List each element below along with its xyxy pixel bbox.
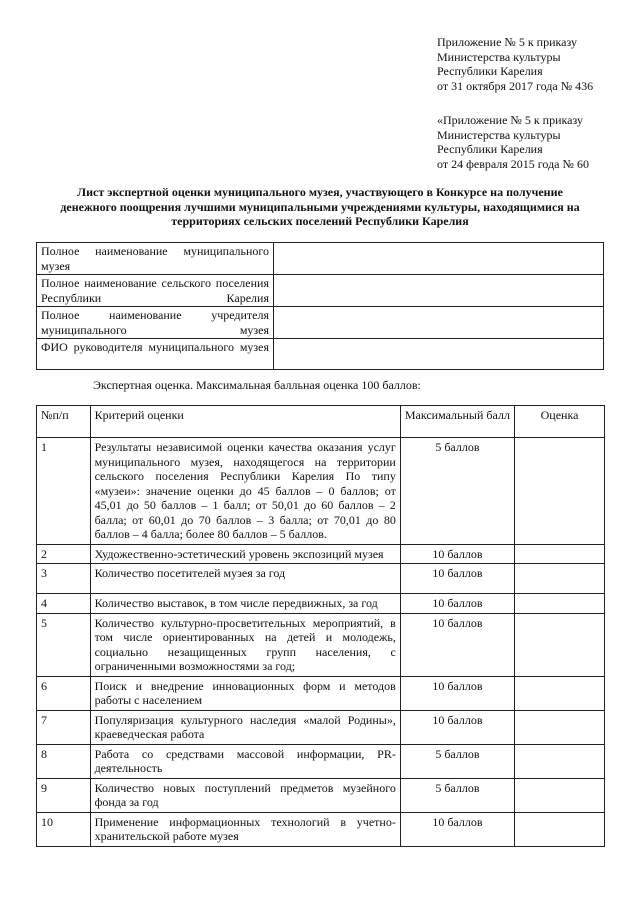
table-row (37, 544, 605, 564)
table-row (37, 710, 605, 744)
header-criterion: Критерий оценки (90, 406, 400, 438)
expert-note: Экспертная оценка. Максимальная балльная оценка 100 баллов: (93, 378, 421, 392)
info-label: ФИО руководителя муниципального музея (37, 339, 274, 370)
row-max: 5 баллов (400, 778, 514, 812)
row-criterion: Популяризация культурного наследия «малой Родины», краеведческая работа (90, 710, 400, 744)
row-criterion: Результаты независимой оценки качества оказания услуг муниципального музея, находящегося на территории сельского поселения Республики Карелия По типу «музеи»: значение оценки до 45 баллов – 0 баллов; от 45,01 до 50 баллов – 1 балл; от 50,01 до 60 баллов – 2 балла; от 60,01 до 70 баллов – 3 балла; от 70,01 до 80 баллов – 4 балла; более 80 баллов – 5 баллов. (90, 438, 400, 545)
row-max: 10 баллов (400, 544, 514, 564)
info-value (274, 275, 604, 307)
row-criterion: Применение информационных технологий в учетно-хранительской работе музея (90, 812, 400, 846)
row-max: 10 баллов (400, 613, 514, 676)
row-criterion: Поиск и внедрение инновационных форм и методов работы с населением (90, 676, 400, 710)
info-value (274, 243, 604, 275)
info-row (37, 307, 604, 339)
row-num: 2 (37, 544, 91, 564)
appendix-line: Республики Карелия (437, 142, 543, 156)
row-max: 10 баллов (400, 710, 514, 744)
row-score (515, 564, 605, 594)
appendix-line: Республики Карелия (437, 64, 543, 78)
row-num: 5 (37, 613, 91, 676)
row-criterion: Работа со средствами массовой информации, PR-деятельность (90, 744, 400, 778)
row-criterion: Количество выставок, в том числе передвижных, за год (90, 594, 400, 614)
row-num: 9 (37, 778, 91, 812)
header-max: Максимальный балл (400, 406, 514, 438)
info-label: Полное наименование учредителя муниципального музея (37, 307, 274, 339)
row-num: 1 (37, 438, 91, 545)
row-max: 10 баллов (400, 594, 514, 614)
table-row (37, 676, 605, 710)
row-num: 10 (37, 812, 91, 846)
appendix-line: Министерства культуры (437, 49, 561, 64)
appendix-current (437, 35, 637, 93)
row-score (515, 778, 605, 812)
info-value (274, 307, 604, 339)
row-num: 7 (37, 710, 91, 744)
row-num: 3 (37, 564, 91, 594)
table-row (37, 744, 605, 778)
row-score (515, 744, 605, 778)
table-row (37, 812, 605, 846)
row-criterion: Количество посетителей музея за год (90, 564, 400, 594)
row-max: 10 баллов (400, 676, 514, 710)
row-num: 8 (37, 744, 91, 778)
appendix-line: Приложение № 5 к приказу (437, 35, 577, 49)
row-score (515, 710, 605, 744)
row-score (515, 438, 605, 545)
table-row (37, 564, 605, 594)
row-score (515, 544, 605, 564)
row-max: 5 баллов (400, 744, 514, 778)
row-criterion: Количество культурно-просветительных мероприятий, в том числе ориентированных на детей и молодежь, социально незащищенных групп населения, с ограниченными возможностями за год; (90, 613, 400, 676)
header-score: Оценка (515, 406, 605, 438)
row-score (515, 676, 605, 710)
appendix-original (437, 113, 637, 171)
info-table (36, 242, 604, 370)
row-max: 5 баллов (400, 438, 514, 545)
appendix-line: от 31 октября 2017 года № 436 (437, 78, 594, 93)
info-row (37, 339, 604, 370)
row-score (515, 613, 605, 676)
appendix-line: от 24 февраля 2015 года № 60 (437, 156, 589, 171)
info-row (37, 275, 604, 307)
row-score (515, 812, 605, 846)
row-max: 10 баллов (400, 812, 514, 846)
info-row (37, 243, 604, 275)
appendix-line: «Приложение № 5 к приказу (437, 113, 583, 127)
row-max: 10 баллов (400, 564, 514, 594)
criteria-table (36, 405, 605, 847)
row-criterion: Количество новых поступлений предметов музейного фонда за год (90, 778, 400, 812)
info-label: Полное наименование муниципального музея (37, 243, 274, 275)
header-num: №п/п (37, 406, 91, 438)
table-row (37, 613, 605, 676)
row-criterion: Художественно-эстетический уровень экспозиций музея (90, 544, 400, 564)
row-score (515, 594, 605, 614)
row-num: 4 (37, 594, 91, 614)
table-row (37, 778, 605, 812)
table-row (37, 594, 605, 614)
row-num: 6 (37, 676, 91, 710)
appendix-line: Министерства культуры (437, 127, 561, 142)
table-row (37, 438, 605, 545)
criteria-header-row (37, 406, 605, 438)
info-label: Полное наименование сельского поселения Республики Карелия (37, 275, 274, 307)
document-title: Лист экспертной оценки муниципального музея, участвующего в Конкурсе на получение денежного поощрения лучшими муниципальными учреждениями культуры, находящимися на территориях сельских поселений Республики Карелия (60, 185, 580, 228)
info-value (274, 339, 604, 370)
